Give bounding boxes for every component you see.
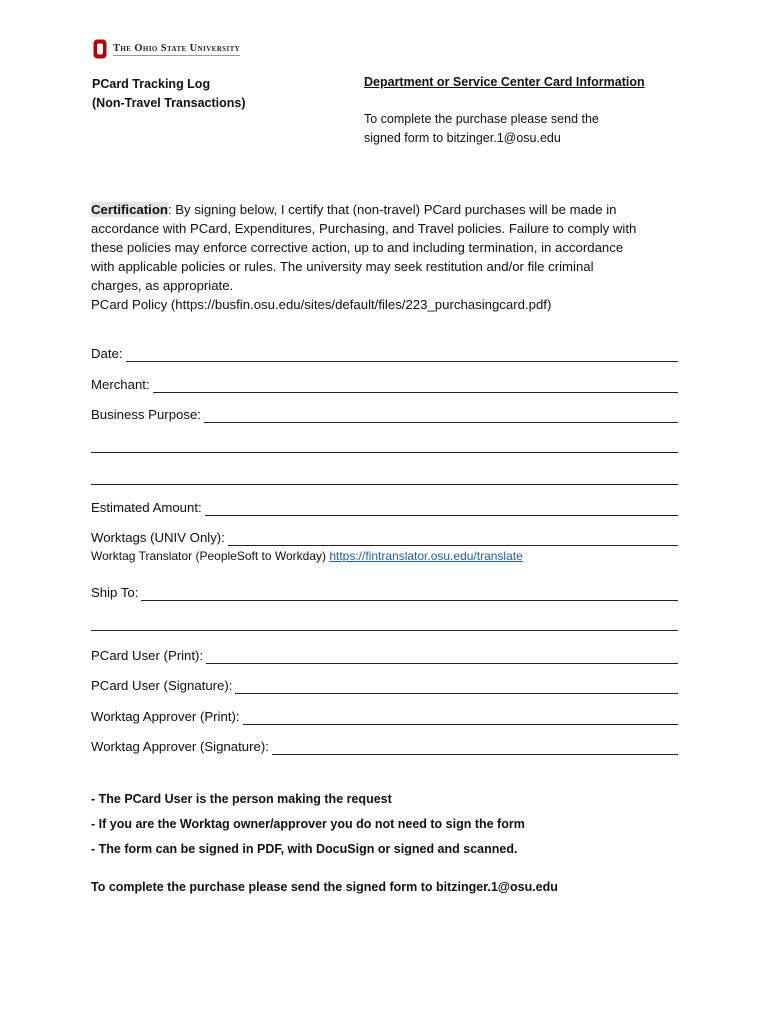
business-purpose-label: Business Purpose: bbox=[91, 407, 201, 422]
merchant-input-line[interactable] bbox=[153, 378, 678, 393]
university-logo bbox=[93, 38, 240, 60]
business-purpose-input-line[interactable] bbox=[204, 408, 678, 423]
form-title-line1: PCard Tracking Log bbox=[92, 77, 211, 91]
merchant-field[interactable] bbox=[91, 377, 678, 393]
card-info-line1: To complete the purchase please send the bbox=[364, 112, 599, 126]
card-info-instructions bbox=[364, 110, 644, 148]
worktag-translator bbox=[91, 549, 523, 563]
pcard-user-signature-label: PCard User (Signature): bbox=[91, 678, 233, 693]
card-info-title: Department or Service Center Card Information bbox=[364, 75, 645, 89]
ship-to-line-2[interactable] bbox=[91, 630, 678, 631]
worktags-label: Worktags (UNIV Only): bbox=[91, 530, 225, 545]
business-purpose-line-3[interactable] bbox=[91, 484, 678, 485]
note-item: - The form can be signed in PDF, with DocuSign or signed and scanned. bbox=[91, 842, 518, 856]
business-purpose-line-2[interactable] bbox=[91, 452, 678, 453]
worktag-translator-label: Worktag Translator (PeopleSoft to Workday) bbox=[91, 549, 330, 563]
submission-instructions: To complete the purchase please send the signed form to bitzinger.1@osu.edu bbox=[91, 880, 558, 894]
ship-to-input-line[interactable] bbox=[141, 586, 678, 601]
note-item: - If you are the Worktag owner/approver you do not need to sign the form bbox=[91, 817, 525, 831]
pcard-user-signature-input-line[interactable] bbox=[235, 679, 678, 694]
worktag-approver-print-field[interactable] bbox=[91, 709, 678, 725]
worktags-input-line[interactable] bbox=[228, 531, 678, 546]
estimated-amount-input-line[interactable] bbox=[205, 501, 678, 516]
estimated-amount-field[interactable] bbox=[91, 500, 678, 516]
worktag-approver-signature-field[interactable] bbox=[91, 739, 678, 755]
worktags-field[interactable] bbox=[91, 530, 678, 546]
pcard-policy-reference: PCard Policy (https://busfin.osu.edu/sites/default/files/223_purchasingcard.pdf) bbox=[91, 297, 552, 312]
pcard-user-print-field[interactable] bbox=[91, 648, 678, 664]
certification-line2: accordance with PCard, Expenditures, Purchasing, and Travel policies. Failure to comply with bbox=[91, 221, 637, 236]
date-label: Date: bbox=[91, 346, 123, 361]
certification-paragraph bbox=[91, 200, 681, 314]
certification-label: Certification bbox=[91, 202, 168, 217]
merchant-label: Merchant: bbox=[91, 377, 150, 392]
form-title-line2: (Non-Travel Transactions) bbox=[92, 96, 246, 110]
certification-line4: with applicable policies or rules. The university may seek restitution and/or file criminal bbox=[91, 259, 594, 274]
date-field[interactable] bbox=[91, 346, 678, 362]
pcard-user-print-label: PCard User (Print): bbox=[91, 648, 204, 663]
block-o-icon bbox=[93, 39, 107, 59]
date-input-line[interactable] bbox=[126, 347, 678, 362]
ship-to-label: Ship To: bbox=[91, 585, 139, 600]
worktag-approver-print-label: Worktag Approver (Print): bbox=[91, 709, 240, 724]
certification-text1: : By signing below, I certify that (non-travel) PCard purchases will be made in bbox=[167, 202, 617, 217]
estimated-amount-label: Estimated Amount: bbox=[91, 500, 202, 515]
ship-to-field[interactable] bbox=[91, 585, 678, 601]
pcard-user-print-input-line[interactable] bbox=[206, 649, 678, 664]
worktag-approver-signature-label: Worktag Approver (Signature): bbox=[91, 739, 269, 754]
worktag-translator-link[interactable]: https://fintranslator.osu.edu/translate bbox=[329, 549, 523, 563]
certification-line1 bbox=[91, 200, 681, 219]
card-info-line2: signed form to bitzinger.1@osu.edu bbox=[364, 131, 561, 145]
certification-line3: these policies may enforce corrective action, up to and including termination, in accordance bbox=[91, 240, 624, 255]
note-item: - The PCard User is the person making the request bbox=[91, 792, 392, 806]
notes-list bbox=[91, 787, 525, 862]
worktag-approver-signature-input-line[interactable] bbox=[272, 740, 678, 755]
business-purpose-field[interactable] bbox=[91, 407, 678, 423]
pcard-user-signature-field[interactable] bbox=[91, 678, 678, 694]
form-title bbox=[92, 75, 246, 113]
worktag-approver-print-input-line[interactable] bbox=[243, 710, 678, 725]
certification-line5: charges, as appropriate. bbox=[91, 278, 234, 293]
university-name: The Ohio State University bbox=[113, 42, 241, 54]
